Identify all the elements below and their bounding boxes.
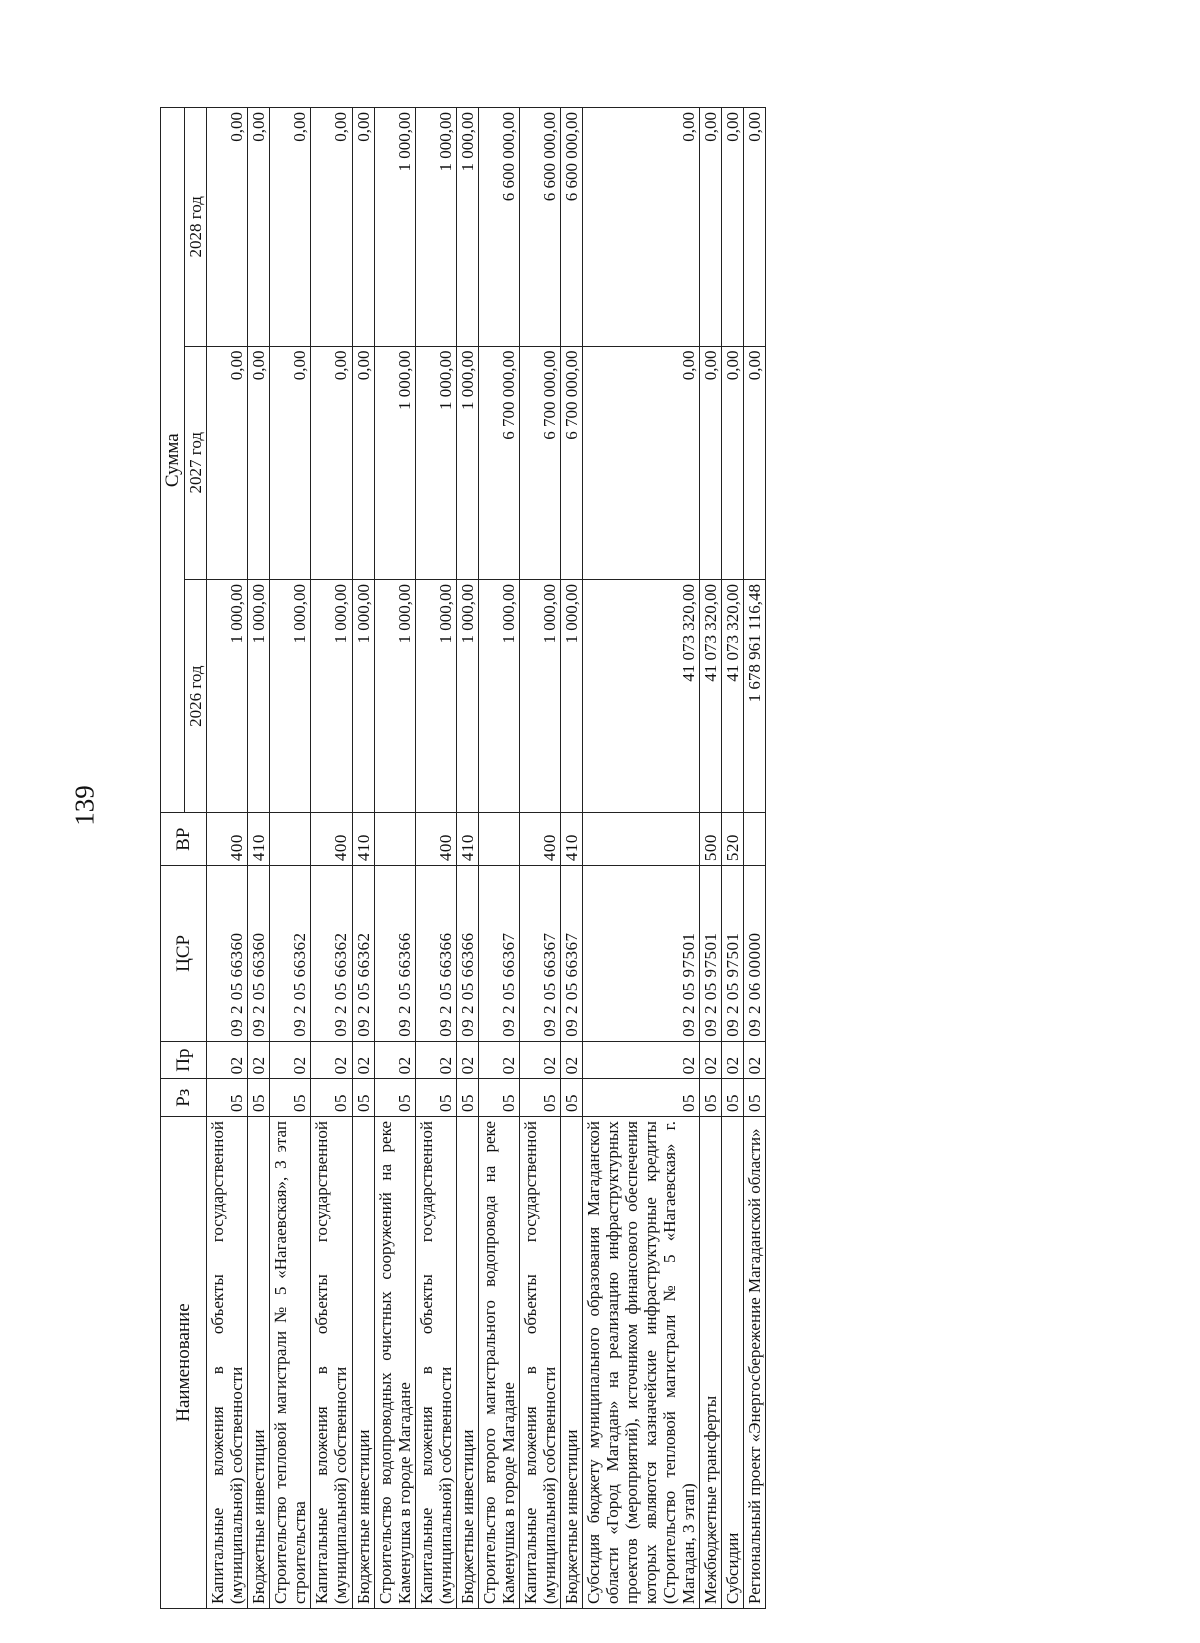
table-row bbox=[560, 108, 582, 1609]
row-sum-2027: 0,00 bbox=[270, 346, 311, 579]
row-vr bbox=[582, 813, 699, 866]
row-csr: 09 2 05 97501 bbox=[582, 866, 699, 1042]
row-name: Строительство тепловой магистрали № 5 «Нагаевская», 3 этап строительства bbox=[270, 1117, 311, 1609]
row-vr bbox=[744, 813, 766, 866]
row-sum-2026: 1 000,00 bbox=[560, 579, 582, 812]
row-rz: 05 bbox=[744, 1079, 766, 1117]
row-pr: 02 bbox=[374, 1041, 415, 1079]
row-sum-2026: 1 678 961 116,48 bbox=[744, 579, 766, 812]
row-sum-2027: 6 700 000,00 bbox=[478, 346, 519, 579]
row-sum-2028: 0,00 bbox=[352, 108, 374, 347]
row-pr: 02 bbox=[248, 1041, 270, 1079]
row-name: Субсидия бюджету муниципального образования Магаданской области «Город Магадан» на реализацию инфраструктурных проектов (мероприятий), источником финансового обеспечения которых являются казначейские инфраструктурные кредиты (Строительство тепловой магистрали № 5 «Нагаевская» г. Магадан, 3 этап) bbox=[582, 1117, 699, 1609]
row-sum-2026: 1 000,00 bbox=[456, 579, 478, 812]
row-vr: 410 bbox=[248, 813, 270, 866]
row-name: Строительство водопроводных очистных сооружений на реке Каменушка в городе Магадане bbox=[374, 1117, 415, 1609]
table-row bbox=[311, 108, 352, 1609]
table-row bbox=[352, 108, 374, 1609]
row-rz: 05 bbox=[456, 1079, 478, 1117]
header-year-2028: 2028 год bbox=[185, 108, 207, 347]
page-number: 139 bbox=[69, 785, 100, 826]
row-sum-2028: 0,00 bbox=[311, 108, 352, 347]
row-sum-2027: 0,00 bbox=[207, 346, 248, 579]
row-csr: 09 2 05 66360 bbox=[248, 866, 270, 1042]
row-name: Бюджетные инвестиции bbox=[248, 1117, 270, 1609]
row-sum-2027: 0,00 bbox=[248, 346, 270, 579]
row-pr: 02 bbox=[700, 1041, 722, 1079]
row-rz: 05 bbox=[415, 1079, 456, 1117]
row-sum-2028: 1 000,00 bbox=[374, 108, 415, 347]
table-row bbox=[270, 108, 311, 1609]
row-pr: 02 bbox=[207, 1041, 248, 1079]
row-sum-2026: 1 000,00 bbox=[248, 579, 270, 812]
row-pr: 02 bbox=[582, 1041, 699, 1079]
row-rz: 05 bbox=[207, 1079, 248, 1117]
row-sum-2027: 0,00 bbox=[582, 346, 699, 579]
row-name: Субсидии bbox=[722, 1117, 744, 1609]
row-sum-2026: 1 000,00 bbox=[352, 579, 374, 812]
row-pr: 02 bbox=[270, 1041, 311, 1079]
row-name: Строительство второго магистрального водопровода на реке Каменушка в городе Магадане bbox=[478, 1117, 519, 1609]
row-sum-2026: 41 073 320,00 bbox=[722, 579, 744, 812]
row-vr: 410 bbox=[456, 813, 478, 866]
row-sum-2026: 41 073 320,00 bbox=[582, 579, 699, 812]
row-sum-2026: 1 000,00 bbox=[374, 579, 415, 812]
header-name: Наименование bbox=[161, 1117, 207, 1609]
row-sum-2028: 0,00 bbox=[722, 108, 744, 347]
row-sum-2026: 1 000,00 bbox=[207, 579, 248, 812]
row-sum-2027: 0,00 bbox=[700, 346, 722, 579]
row-csr: 09 2 05 97501 bbox=[700, 866, 722, 1042]
table-row bbox=[415, 108, 456, 1609]
row-vr: 400 bbox=[311, 813, 352, 866]
table-row bbox=[582, 108, 699, 1609]
row-rz: 05 bbox=[478, 1079, 519, 1117]
row-csr: 09 2 05 66366 bbox=[456, 866, 478, 1042]
row-name: Региональный проект «Энергосбережение Магаданской области» bbox=[744, 1117, 766, 1609]
table-row bbox=[248, 108, 270, 1609]
row-sum-2028: 0,00 bbox=[700, 108, 722, 347]
table-row bbox=[374, 108, 415, 1609]
row-name: Капитальные вложения в объекты государственной (муниципальной) собственности bbox=[519, 1117, 560, 1609]
table-body bbox=[207, 108, 766, 1609]
row-sum-2027: 1 000,00 bbox=[415, 346, 456, 579]
row-sum-2028: 1 000,00 bbox=[415, 108, 456, 347]
row-sum-2028: 0,00 bbox=[207, 108, 248, 347]
row-vr: 400 bbox=[415, 813, 456, 866]
row-pr: 02 bbox=[352, 1041, 374, 1079]
row-csr: 09 2 05 66367 bbox=[519, 866, 560, 1042]
row-csr: 09 2 05 66362 bbox=[311, 866, 352, 1042]
table-header bbox=[161, 108, 207, 1609]
row-name: Капитальные вложения в объекты государственной (муниципальной) собственности bbox=[207, 1117, 248, 1609]
row-pr: 02 bbox=[722, 1041, 744, 1079]
row-vr: 410 bbox=[560, 813, 582, 866]
header-sum: Сумма bbox=[161, 108, 185, 813]
row-sum-2028: 6 600 000,00 bbox=[519, 108, 560, 347]
row-rz: 05 bbox=[519, 1079, 560, 1117]
row-csr: 09 2 05 66366 bbox=[374, 866, 415, 1042]
rotated-table-container bbox=[160, 107, 1040, 1609]
header-csr: ЦСР bbox=[161, 866, 207, 1042]
row-sum-2026: 1 000,00 bbox=[519, 579, 560, 812]
row-rz: 05 bbox=[352, 1079, 374, 1117]
row-sum-2028: 0,00 bbox=[582, 108, 699, 347]
row-rz: 05 bbox=[374, 1079, 415, 1117]
header-year-2026: 2026 год bbox=[185, 579, 207, 812]
row-rz: 05 bbox=[248, 1079, 270, 1117]
row-pr: 02 bbox=[519, 1041, 560, 1079]
row-rz: 05 bbox=[560, 1079, 582, 1117]
row-rz: 05 bbox=[700, 1079, 722, 1117]
row-rz: 05 bbox=[270, 1079, 311, 1117]
table-row bbox=[700, 108, 722, 1609]
table-row bbox=[478, 108, 519, 1609]
row-csr: 09 2 05 66362 bbox=[270, 866, 311, 1042]
row-vr: 400 bbox=[519, 813, 560, 866]
row-sum-2027: 0,00 bbox=[352, 346, 374, 579]
header-vr: ВР bbox=[161, 813, 207, 866]
row-sum-2027: 6 700 000,00 bbox=[560, 346, 582, 579]
row-vr bbox=[478, 813, 519, 866]
table-row bbox=[722, 108, 744, 1609]
row-rz: 05 bbox=[582, 1079, 699, 1117]
row-csr: 09 2 05 66362 bbox=[352, 866, 374, 1042]
row-pr: 02 bbox=[560, 1041, 582, 1079]
row-vr: 410 bbox=[352, 813, 374, 866]
table-row bbox=[456, 108, 478, 1609]
row-sum-2027: 0,00 bbox=[722, 346, 744, 579]
row-name: Бюджетные инвестиции bbox=[352, 1117, 374, 1609]
row-vr: 500 bbox=[700, 813, 722, 866]
row-sum-2027: 1 000,00 bbox=[456, 346, 478, 579]
row-pr: 02 bbox=[744, 1041, 766, 1079]
row-pr: 02 bbox=[415, 1041, 456, 1079]
row-sum-2027: 6 700 000,00 bbox=[519, 346, 560, 579]
row-sum-2028: 6 600 000,00 bbox=[560, 108, 582, 347]
table-row bbox=[519, 108, 560, 1609]
row-csr: 09 2 06 00000 bbox=[744, 866, 766, 1042]
row-name: Капитальные вложения в объекты государственной (муниципальной) собственности bbox=[311, 1117, 352, 1609]
row-csr: 09 2 05 66367 bbox=[478, 866, 519, 1042]
table-row bbox=[207, 108, 248, 1609]
row-sum-2026: 1 000,00 bbox=[311, 579, 352, 812]
row-sum-2027: 1 000,00 bbox=[374, 346, 415, 579]
row-rz: 05 bbox=[722, 1079, 744, 1117]
row-csr: 09 2 05 97501 bbox=[722, 866, 744, 1042]
row-sum-2028: 0,00 bbox=[270, 108, 311, 347]
row-sum-2028: 1 000,00 bbox=[456, 108, 478, 347]
row-name: Межбюджетные трансферты bbox=[700, 1117, 722, 1609]
row-sum-2026: 1 000,00 bbox=[478, 579, 519, 812]
row-vr bbox=[374, 813, 415, 866]
row-sum-2027: 0,00 bbox=[744, 346, 766, 579]
header-pr: Пр bbox=[161, 1041, 207, 1079]
row-name: Капитальные вложения в объекты государственной (муниципальной) собственности bbox=[415, 1117, 456, 1609]
row-sum-2027: 0,00 bbox=[311, 346, 352, 579]
row-name: Бюджетные инвестиции bbox=[456, 1117, 478, 1609]
row-pr: 02 bbox=[456, 1041, 478, 1079]
table-row bbox=[744, 108, 766, 1609]
header-rz: Рз bbox=[161, 1079, 207, 1117]
row-sum-2026: 41 073 320,00 bbox=[700, 579, 722, 812]
row-sum-2028: 0,00 bbox=[248, 108, 270, 347]
row-rz: 05 bbox=[311, 1079, 352, 1117]
row-vr: 400 bbox=[207, 813, 248, 866]
row-sum-2026: 1 000,00 bbox=[415, 579, 456, 812]
row-csr: 09 2 05 66366 bbox=[415, 866, 456, 1042]
row-pr: 02 bbox=[478, 1041, 519, 1079]
row-sum-2028: 6 600 000,00 bbox=[478, 108, 519, 347]
header-year-2027: 2027 год bbox=[185, 346, 207, 579]
row-sum-2028: 0,00 bbox=[744, 108, 766, 347]
row-name: Бюджетные инвестиции bbox=[560, 1117, 582, 1609]
row-sum-2026: 1 000,00 bbox=[270, 579, 311, 812]
row-vr: 520 bbox=[722, 813, 744, 866]
row-csr: 09 2 05 66367 bbox=[560, 866, 582, 1042]
row-pr: 02 bbox=[311, 1041, 352, 1079]
row-vr bbox=[270, 813, 311, 866]
row-csr: 09 2 05 66360 bbox=[207, 866, 248, 1042]
budget-table bbox=[160, 107, 766, 1609]
